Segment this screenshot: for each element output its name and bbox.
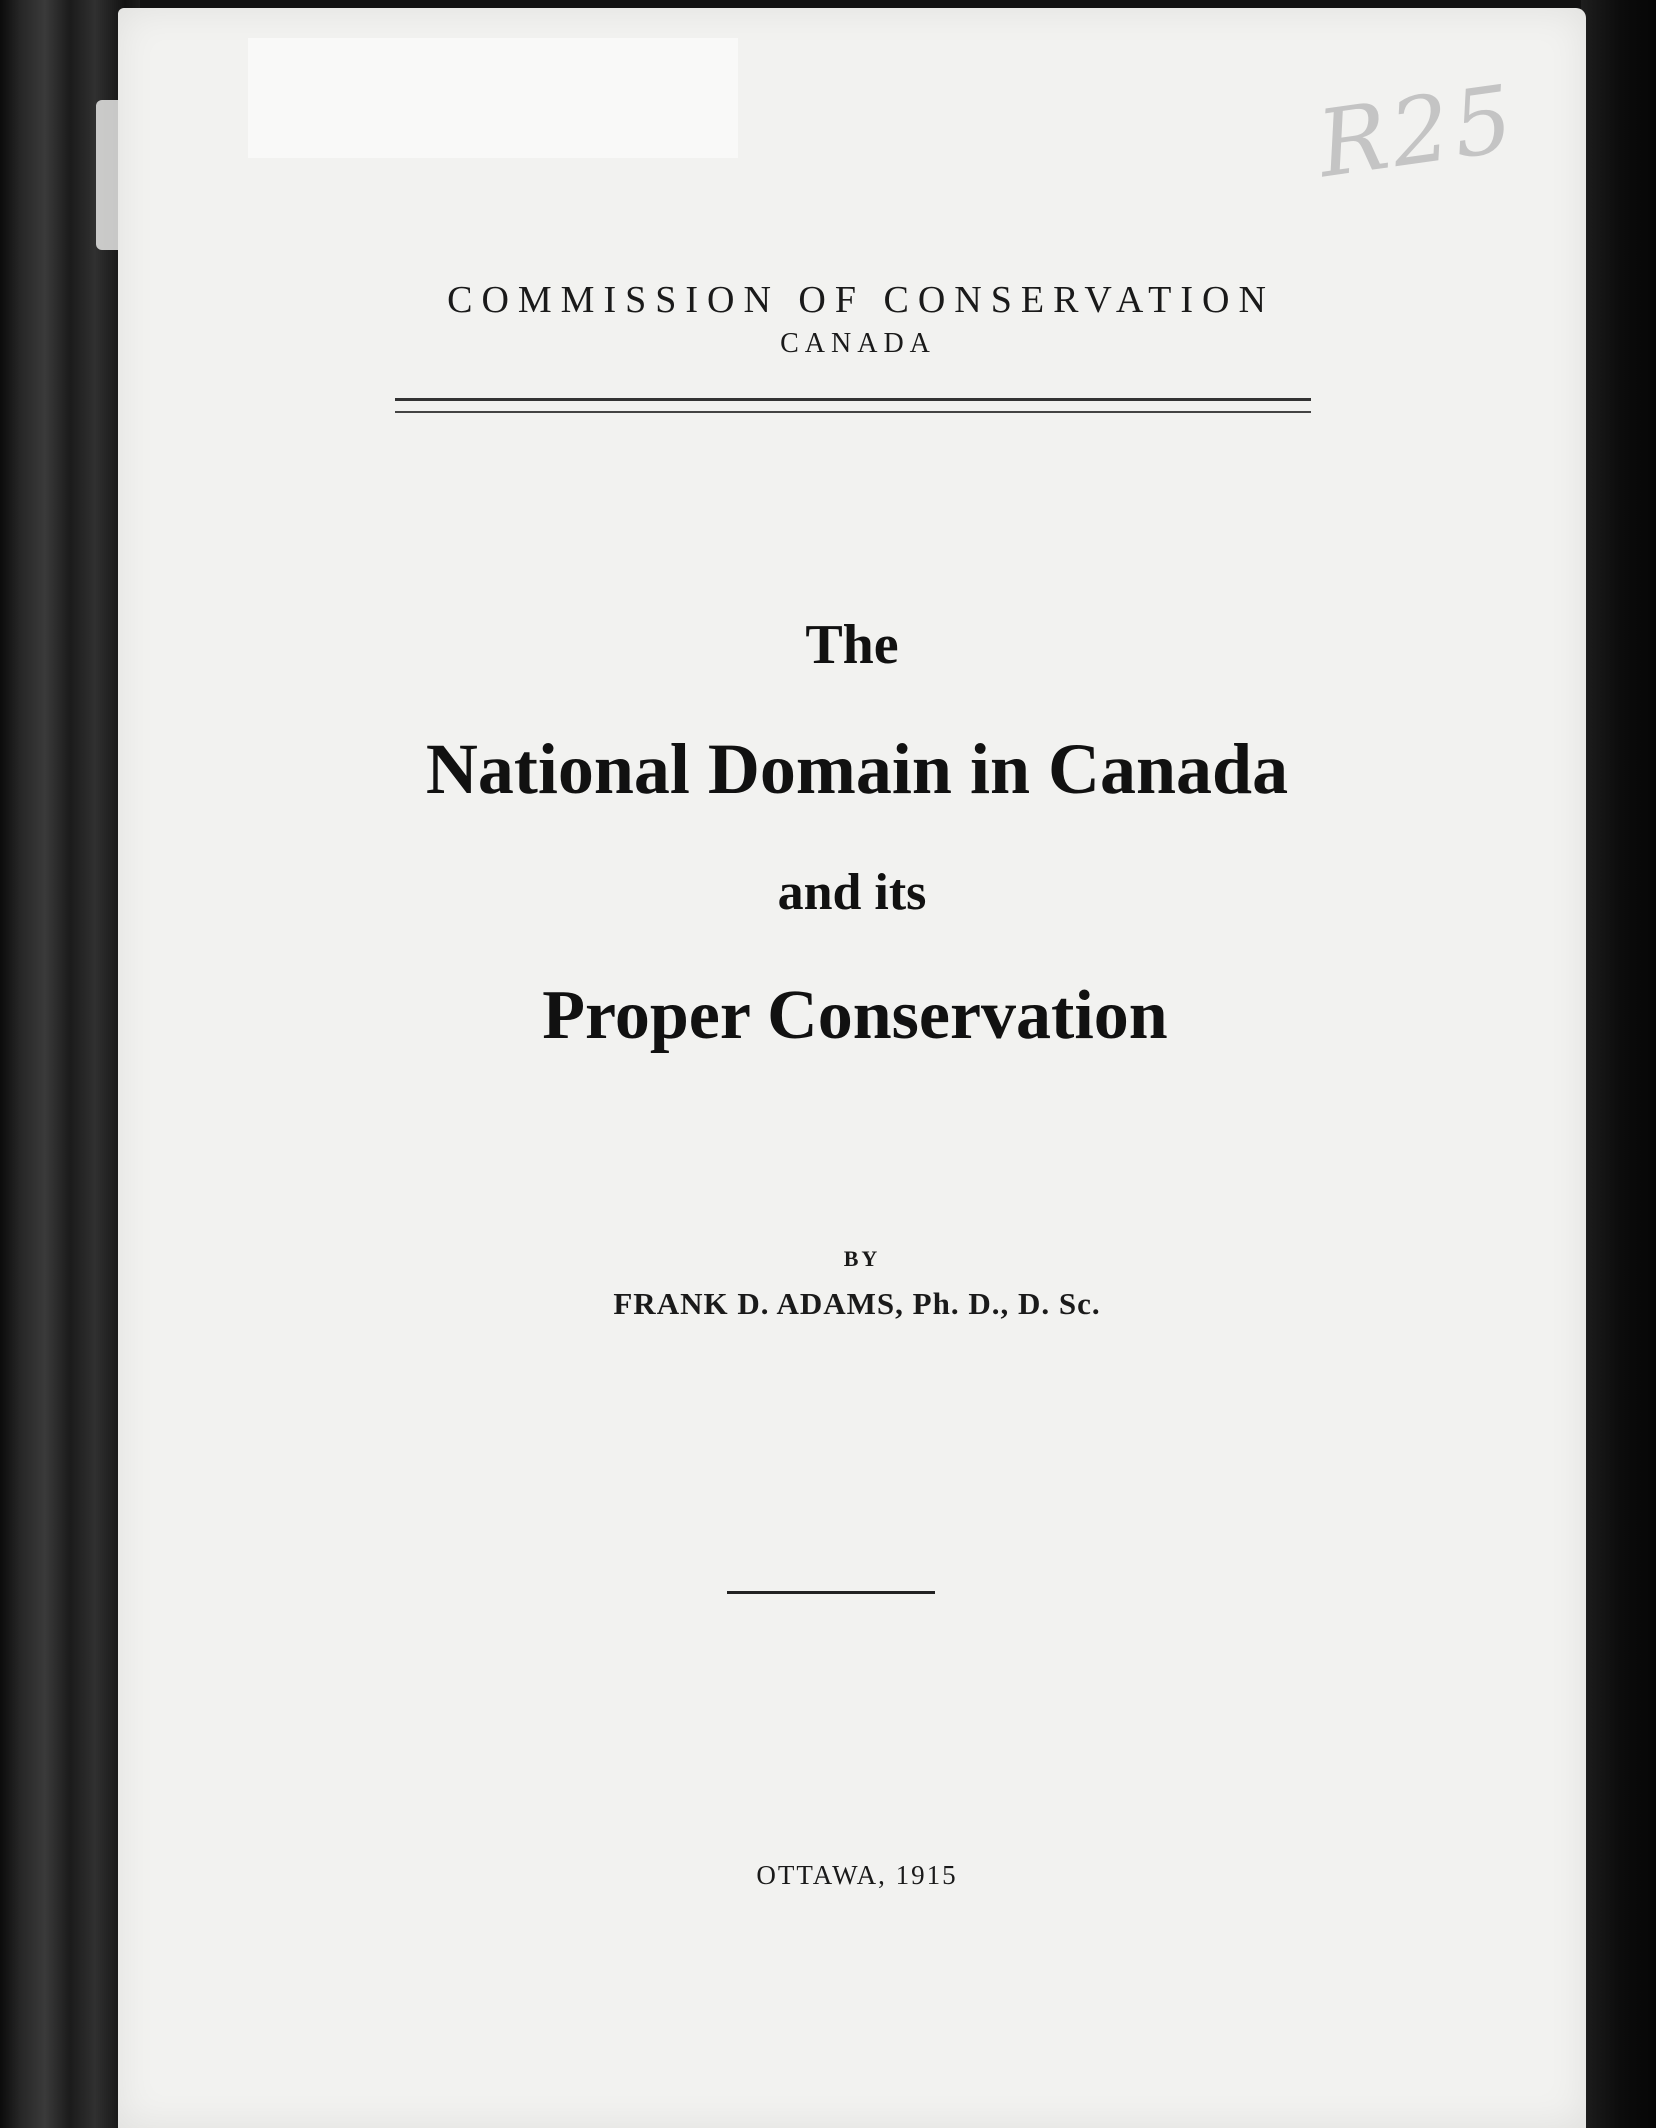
organization-name: COMMISSION OF CONSERVATION [447,279,1275,321]
by-label: BY [843,1246,881,1271]
country-name: CANADA [780,328,936,359]
title-page [118,8,1586,2128]
scan-margin [1581,0,1656,2128]
title-line-3: and its [777,864,927,921]
title-line-2: National Domain in Canada [425,729,1289,809]
header [118,278,1586,360]
imprint: OTTAWA, 1915 [756,1860,958,1890]
title-line-4: Proper Conservation [542,977,1168,1054]
divider-rule [727,1591,935,1594]
author-name: FRANK D. ADAMS, Ph. D., D. Sc. [613,1286,1101,1321]
title-line-1: The [805,614,899,676]
header-double-rule [395,398,1311,413]
handwritten-shelf-mark: R25 [1311,64,1523,199]
